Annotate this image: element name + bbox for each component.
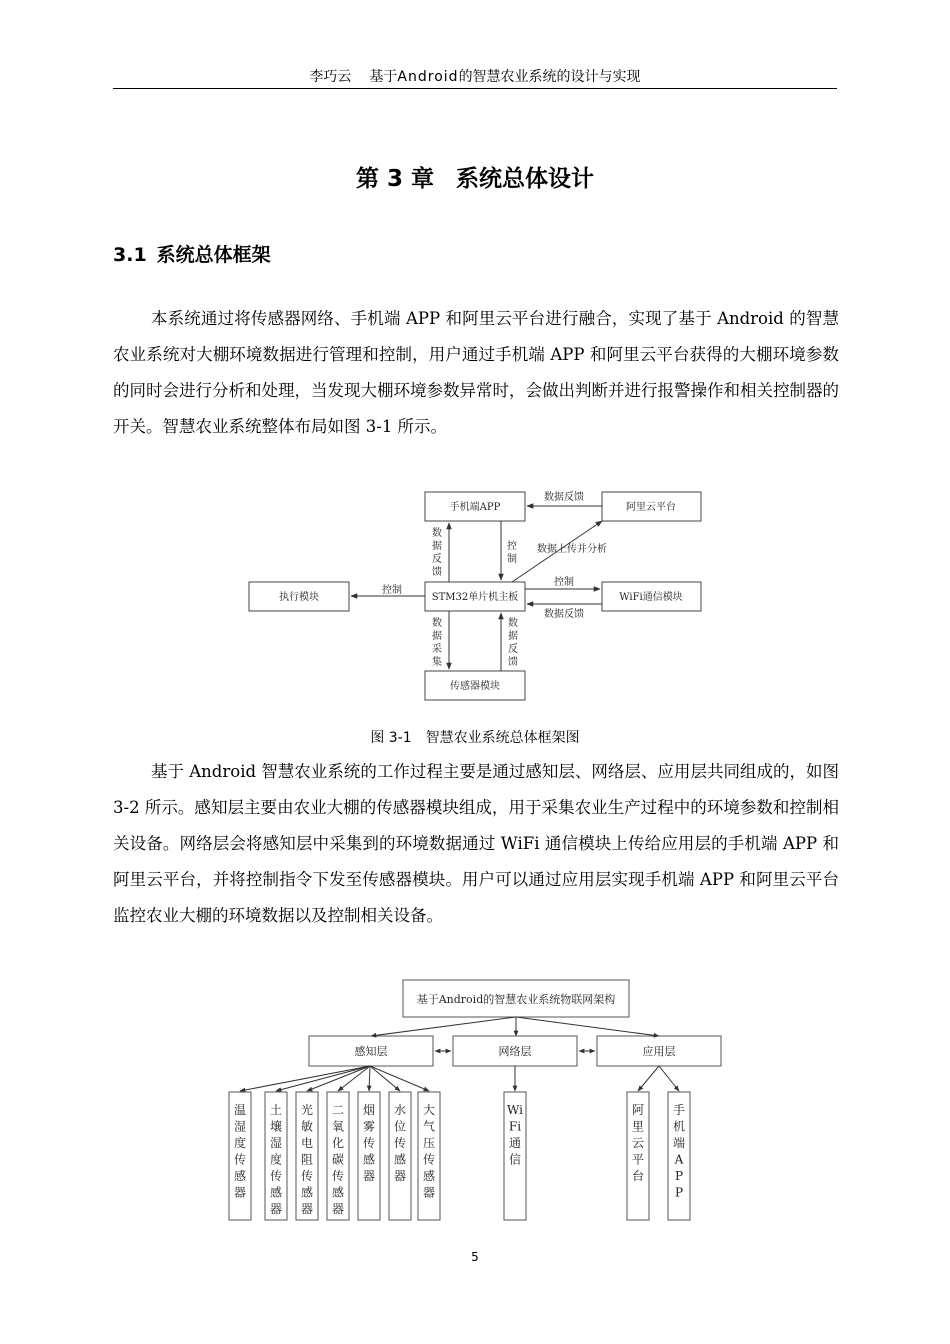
leaf-perception-char-4-1: 雾	[362, 1119, 376, 1134]
link-root-application	[516, 1017, 659, 1036]
leaf-perception-char-1-5: 感	[269, 1185, 283, 1200]
box-wifi-label: WiFi通信模块	[619, 592, 683, 603]
label-collect-0: 数	[432, 618, 442, 629]
leaf-network-char-0-3: 信	[508, 1152, 522, 1167]
leaf-perception-char-0-2: 度	[233, 1136, 247, 1150]
leaf-perception-char-2-3: 阻	[300, 1152, 314, 1167]
leaf-network-char-0-0: Wi	[507, 1103, 523, 1117]
label-feedback-top: 数据反馈	[544, 492, 584, 503]
leaf-application-char-0-2: 云	[631, 1136, 645, 1150]
header-title-suffix: 的智慧农业系统的设计与实现	[458, 69, 641, 85]
leaf-perception-char-1-0: 土	[269, 1103, 283, 1117]
leaf-application-char-1-4: P	[674, 1169, 684, 1183]
label-bottom-feedback-1: 据	[508, 631, 518, 642]
leaf-application-char-0-0: 阿	[631, 1103, 645, 1117]
label-collect-2: 采	[432, 644, 442, 655]
leaf-perception-char-3-1: 氧	[331, 1119, 345, 1134]
chapter-number: 第 3 章	[355, 166, 435, 192]
label-control-right: 控制	[554, 577, 574, 588]
leaf-perception-char-6-5: 器	[422, 1185, 436, 1200]
leaf-perception-link-0	[240, 1066, 370, 1091]
chapter-title	[0, 160, 950, 193]
leaf-perception-char-1-1: 壤	[269, 1119, 283, 1134]
box-mcu-label: STM32单片机主板	[431, 592, 519, 603]
label-control-down-0: 控	[507, 541, 517, 552]
label-collect-3: 集	[432, 657, 442, 668]
figure-caption	[0, 727, 950, 747]
leaf-perception-char-1-3: 度	[269, 1152, 283, 1167]
leaf-application-link-1	[659, 1066, 679, 1091]
box-sensor-label: 传感器模块	[450, 681, 500, 692]
leaf-application-char-1-5: P	[674, 1185, 684, 1200]
box-app-label: 手机端APP	[449, 502, 501, 513]
box-root-label: 基于Android的智慧农业系统物联网架构	[416, 993, 616, 1006]
label-left-feedback-2: 反	[432, 554, 442, 565]
leaf-perception-char-4-2: 传	[362, 1136, 376, 1150]
figure-system-framework	[240, 483, 710, 705]
leaf-perception-char-6-4: 感	[422, 1169, 436, 1183]
leaf-perception-char-0-0: 温	[233, 1103, 247, 1117]
leaf-network-char-0-1: Fi	[508, 1119, 522, 1134]
leaf-perception-char-3-4: 传	[331, 1169, 345, 1183]
paragraph-intro: 本系统通过将传感器网络、手机端 APP 和阿里云平台进行融合，实现了基于 Android 的智慧农业系统对大棚环境数据进行管理和控制，用户通过手机端 APP 和阿里云平台获得的大棚环境参数的同时会进行分析和处理，当发现大棚环境参数异常时，会做出判断并进行报警操作和相关控制器的开关。智慧农业系统整体布局如图 3-1 所示。	[113, 309, 839, 436]
caption-number: 图 3-1	[370, 730, 412, 746]
leaf-perception-char-0-5: 器	[233, 1185, 247, 1200]
leaf-perception-char-4-3: 感	[362, 1152, 376, 1167]
header-title-android: Android	[397, 69, 459, 85]
box-executor-label: 执行模块	[279, 592, 319, 603]
caption-title: 智慧农业系统总体框架图	[425, 730, 580, 746]
leaf-perception-char-2-2: 电	[300, 1136, 314, 1150]
box-application-label: 应用层	[642, 1045, 676, 1058]
leaf-perception-char-2-5: 感	[300, 1185, 314, 1200]
header-title-prefix: 基于	[369, 69, 398, 85]
leaf-perception-char-5-0: 水	[393, 1103, 407, 1117]
leaf-perception-char-1-4: 传	[269, 1169, 283, 1183]
running-header	[113, 66, 837, 89]
leaf-perception-char-3-5: 感	[331, 1185, 345, 1200]
header-author: 李巧云	[309, 69, 352, 85]
leaf-application-char-1-1: 机	[672, 1119, 686, 1134]
page-number: 5	[471, 1250, 479, 1264]
leaf-perception-char-2-0: 光	[300, 1103, 314, 1117]
leaf-perception-char-1-2: 湿	[269, 1136, 283, 1150]
label-control-left: 控制	[382, 585, 402, 596]
leaf-perception-link-4	[369, 1066, 370, 1091]
leaf-perception-char-5-3: 感	[393, 1152, 407, 1167]
leaf-perception-char-4-0: 烟	[362, 1103, 376, 1117]
box-aliyun-label: 阿里云平台	[626, 502, 676, 513]
section-title	[113, 240, 271, 267]
leaf-application-char-0-3: 平	[631, 1152, 645, 1167]
label-bottom-feedback-0: 数	[508, 618, 518, 629]
leaf-perception-char-3-3: 碳	[331, 1152, 345, 1167]
leaf-perception-char-1-6: 器	[269, 1202, 283, 1216]
leaf-perception-char-2-1: 敏	[300, 1119, 314, 1134]
leaf-network-char-0-2: 通	[508, 1136, 522, 1150]
leaf-perception-char-2-4: 传	[300, 1169, 314, 1183]
leaf-perception-char-0-3: 传	[233, 1152, 247, 1167]
paragraph-architecture: 基于 Android 智慧农业系统的工作过程主要是通过感知层、网络层、应用层共同组成的，如图 3-2 所示。感知层主要由农业大棚的传感器模块组成，用于采集农业生产过程中的环境参数和控制相关设备。网络层会将感知层中采集到的环境数据通过 WiFi 通信模块上传给应用层的手机端 APP 和阿里云平台，并将控制指令下发至传感器模块。用户可以通过应用层实现手机端 APP 和阿里云平台监控农业大棚的环境数据以及控制相关设备。	[113, 762, 839, 925]
link-root-perception	[371, 1017, 516, 1036]
leaf-perception-char-6-2: 压	[422, 1136, 436, 1150]
leaf-perception-link-1	[276, 1066, 370, 1091]
leaf-perception-link-5	[370, 1066, 400, 1091]
leaf-perception-char-0-1: 湿	[233, 1119, 247, 1134]
leaf-perception-char-3-0: 二	[331, 1103, 345, 1117]
chapter-name: 系统总体设计	[456, 166, 595, 192]
leaf-perception-link-6	[370, 1066, 429, 1091]
leaf-perception-char-6-0: 大	[422, 1103, 436, 1117]
label-bottom-feedback-2: 反	[508, 644, 518, 655]
label-left-feedback-0: 数	[432, 528, 442, 539]
leaf-application-char-1-2: 端	[672, 1136, 686, 1150]
box-perception-label: 感知层	[354, 1045, 388, 1058]
leaf-application-char-1-3: A	[674, 1152, 684, 1167]
label-bottom-feedback-3: 馈	[508, 657, 518, 668]
leaf-perception-char-5-4: 器	[393, 1169, 407, 1183]
leaf-perception-char-2-6: 器	[300, 1202, 314, 1216]
label-collect-1: 据	[432, 631, 442, 642]
label-control-down-1: 制	[507, 554, 517, 565]
leaf-perception-char-6-3: 传	[422, 1152, 436, 1167]
leaf-application-char-0-1: 里	[631, 1119, 645, 1134]
leaf-perception-char-5-1: 位	[393, 1119, 407, 1134]
leaf-perception-char-6-1: 气	[422, 1119, 436, 1134]
leaf-perception-char-4-4: 器	[362, 1169, 376, 1183]
section-name: 系统总体框架	[156, 244, 271, 266]
label-left-feedback-3: 馈	[432, 567, 442, 578]
leaf-application-char-1-0: 手	[672, 1103, 686, 1117]
leaf-perception-char-3-2: 化	[331, 1136, 345, 1150]
box-network-label: 网络层	[498, 1045, 532, 1058]
leaf-application-char-0-4: 台	[631, 1169, 645, 1183]
leaf-perception-char-3-6: 器	[331, 1202, 345, 1216]
label-upload-analyze: 数据上传并分析	[537, 544, 607, 555]
leaf-perception-char-5-2: 传	[393, 1136, 407, 1150]
label-feedback-right: 数据反馈	[544, 609, 584, 620]
leaf-perception-char-0-4: 感	[233, 1169, 247, 1183]
figure-iot-architecture	[222, 975, 728, 1225]
section-number: 3.1	[113, 244, 147, 266]
leaf-application-link-0	[638, 1066, 659, 1091]
label-left-feedback-1: 据	[432, 541, 442, 552]
leaf-perception-link-2	[307, 1066, 370, 1091]
